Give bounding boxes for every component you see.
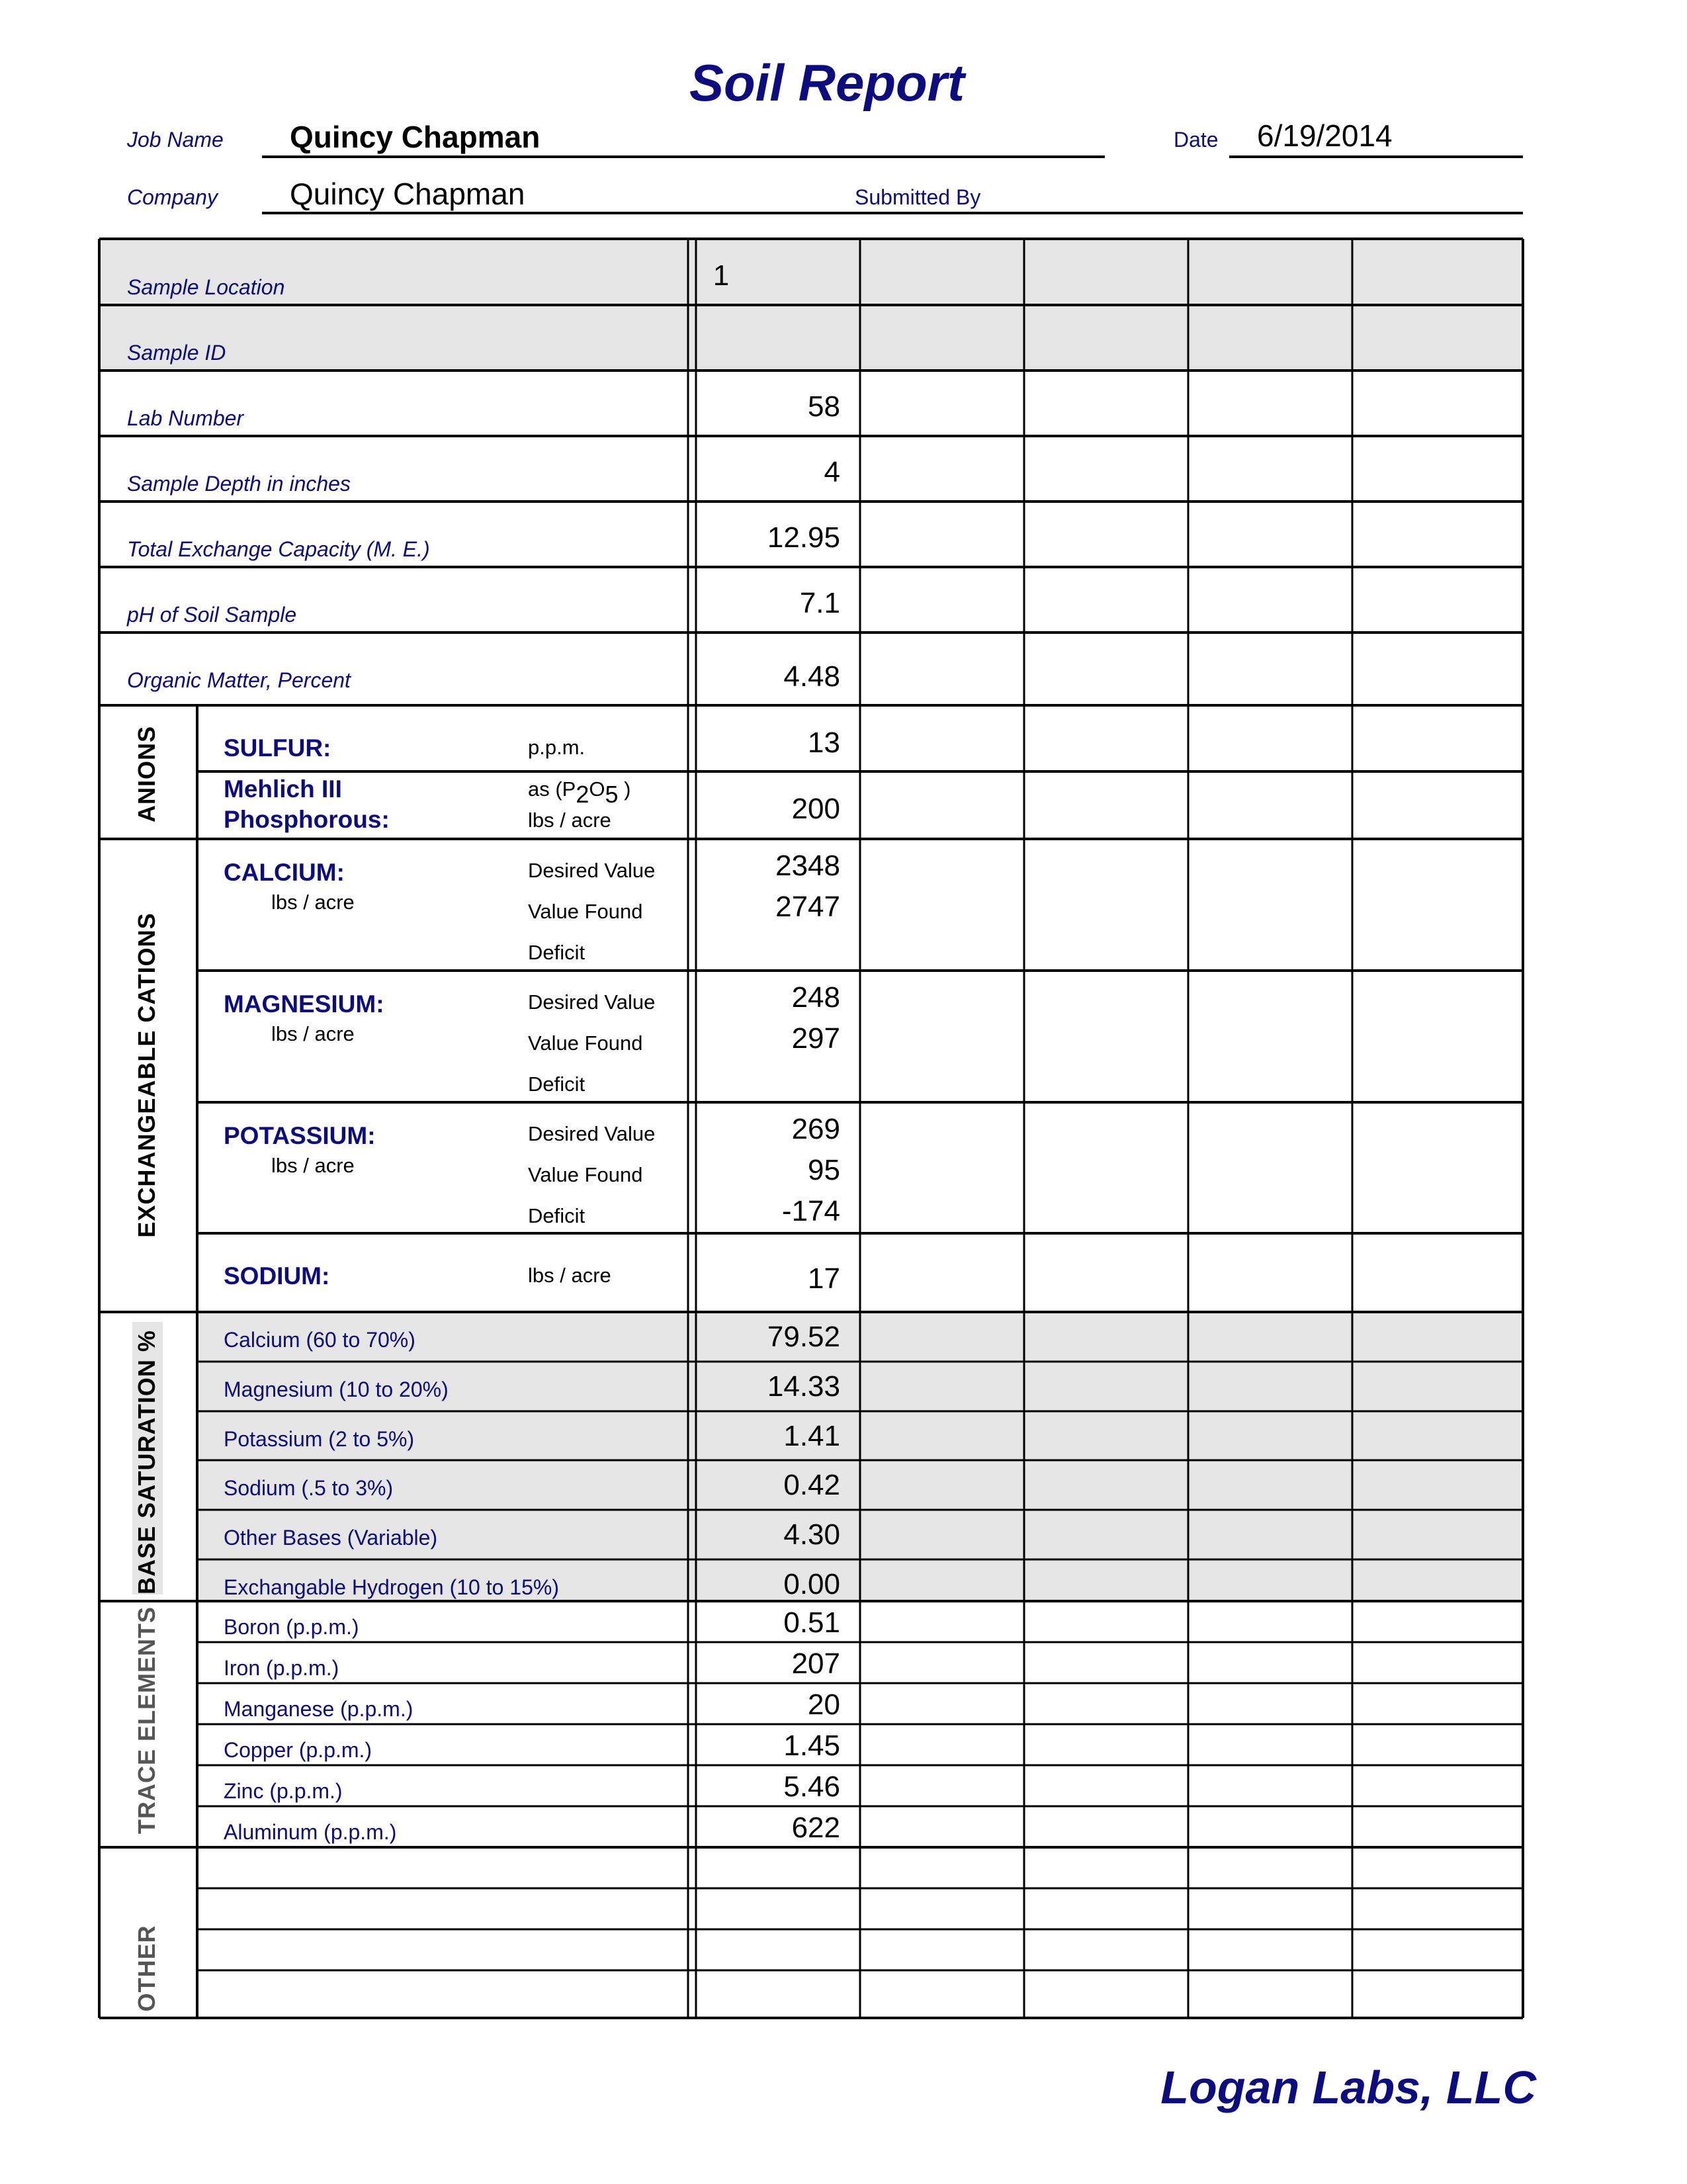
potassium-desired-value: 269 xyxy=(791,1113,840,1145)
company-label: Company xyxy=(127,185,218,209)
sulfur-label: SULFUR: xyxy=(224,734,331,762)
calcium-deficit-label: Deficit xyxy=(528,941,585,964)
trace-value: 207 xyxy=(791,1647,840,1680)
shade-sample-id xyxy=(99,305,1523,371)
base-sat-label: Other Bases (Variable) xyxy=(224,1526,438,1550)
trace-value: 5.46 xyxy=(783,1770,840,1803)
tec-label: Total Exchange Capacity (M. E.) xyxy=(127,537,430,561)
sample-depth-value: 4 xyxy=(824,456,840,488)
magnesium-found-value: 297 xyxy=(791,1022,840,1055)
section-trace-elements: TRACE ELEMENTS xyxy=(133,1606,160,1835)
section-anions: ANIONS xyxy=(133,725,160,823)
potassium-label: POTASSIUM: xyxy=(224,1122,376,1149)
potassium-found-label: Value Found xyxy=(528,1163,643,1186)
magnesium-deficit-label: Deficit xyxy=(528,1072,585,1096)
trace-label: Boron (p.p.m.) xyxy=(224,1615,359,1639)
date-value: 6/19/2014 xyxy=(1257,118,1393,153)
submitted-by-label: Submitted By xyxy=(855,185,981,209)
calcium-unit: lbs / acre xyxy=(271,891,355,914)
potassium-unit: lbs / acre xyxy=(271,1154,355,1177)
trace-value: 20 xyxy=(808,1688,840,1721)
sodium-value: 17 xyxy=(808,1262,840,1295)
tec-value: 12.95 xyxy=(767,521,840,554)
phosphorous-unit-line1: as (P2O5 ) xyxy=(528,777,631,808)
base-sat-value: 1.41 xyxy=(783,1420,840,1452)
magnesium-desired-label: Desired Value xyxy=(528,990,656,1014)
ph-value: 7.1 xyxy=(799,587,840,619)
calcium-found-value: 2747 xyxy=(775,891,840,923)
calcium-label: CALCIUM: xyxy=(224,859,345,886)
sulfur-value: 13 xyxy=(808,726,840,759)
section-exchangeable-cations: EXCHANGEABLE CATIONS xyxy=(133,912,160,1238)
base-sat-label: Calcium (60 to 70%) xyxy=(224,1328,415,1352)
job-name-value: Quincy Chapman xyxy=(290,120,541,154)
base-sat-value: 14.33 xyxy=(767,1370,840,1403)
calcium-desired-value: 2348 xyxy=(775,850,840,882)
trace-label: Iron (p.p.m.) xyxy=(224,1656,339,1680)
ph-label: pH of Soil Sample xyxy=(127,603,297,627)
job-name-label: Job Name xyxy=(127,128,224,152)
sample-id-label: Sample ID xyxy=(127,341,226,365)
report-title: Soil Report xyxy=(689,54,965,112)
trace-value: 1.45 xyxy=(783,1729,840,1762)
lab-number-label: Lab Number xyxy=(127,406,244,430)
calcium-desired-label: Desired Value xyxy=(528,859,656,882)
magnesium-label: MAGNESIUM: xyxy=(224,990,384,1018)
magnesium-found-label: Value Found xyxy=(528,1031,643,1055)
phosphorous-value: 200 xyxy=(791,793,840,825)
base-sat-value: 4.30 xyxy=(783,1518,840,1551)
magnesium-desired-value: 248 xyxy=(791,981,840,1014)
section-other: OTHER xyxy=(133,1925,160,2012)
trace-label: Manganese (p.p.m.) xyxy=(224,1697,413,1721)
date-label: Date xyxy=(1174,128,1219,152)
company-value: Quincy Chapman xyxy=(290,177,525,211)
base-sat-label: Magnesium (10 to 20%) xyxy=(224,1377,449,1401)
potassium-desired-label: Desired Value xyxy=(528,1122,656,1145)
lab-number-value: 58 xyxy=(808,390,840,423)
base-sat-label: Exchangable Hydrogen (10 to 15%) xyxy=(224,1575,559,1599)
trace-label: Copper (p.p.m.) xyxy=(224,1738,372,1762)
calcium-found-label: Value Found xyxy=(528,900,643,923)
om-label: Organic Matter, Percent xyxy=(127,668,351,692)
trace-value: 622 xyxy=(791,1812,840,1844)
potassium-found-value: 95 xyxy=(808,1154,840,1186)
sodium-label: SODIUM: xyxy=(224,1262,330,1289)
footer-company-name: Logan Labs, LLC xyxy=(1160,2062,1536,2113)
magnesium-unit: lbs / acre xyxy=(271,1022,355,1045)
sample-location-value: 1 xyxy=(713,259,730,292)
base-sat-label: Potassium (2 to 5%) xyxy=(224,1427,415,1451)
section-base-saturation: BASE SATURATION % xyxy=(133,1330,160,1594)
base-sat-value: 79.52 xyxy=(767,1321,840,1353)
sulfur-unit: p.p.m. xyxy=(528,736,585,759)
sample-depth-label: Sample Depth in inches xyxy=(127,472,351,496)
base-sat-value: 0.42 xyxy=(783,1469,840,1501)
potassium-deficit-label: Deficit xyxy=(528,1204,585,1227)
phosphorous-label-line1: Mehlich III xyxy=(224,775,342,803)
phosphorous-unit-line2: lbs / acre xyxy=(528,808,611,832)
sample-location-label: Sample Location xyxy=(127,275,285,299)
shade-sample-location xyxy=(99,239,1523,305)
trace-label: Aluminum (p.p.m.) xyxy=(224,1820,397,1844)
om-value: 4.48 xyxy=(783,660,840,693)
potassium-deficit-value: -174 xyxy=(781,1195,840,1227)
base-sat-label: Sodium (.5 to 3%) xyxy=(224,1476,394,1500)
trace-value: 0.51 xyxy=(783,1606,840,1639)
phosphorous-label-line2: Phosphorous: xyxy=(224,806,390,833)
base-sat-value: 0.00 xyxy=(783,1568,840,1600)
sodium-unit: lbs / acre xyxy=(528,1264,611,1287)
trace-label: Zinc (p.p.m.) xyxy=(224,1779,343,1803)
